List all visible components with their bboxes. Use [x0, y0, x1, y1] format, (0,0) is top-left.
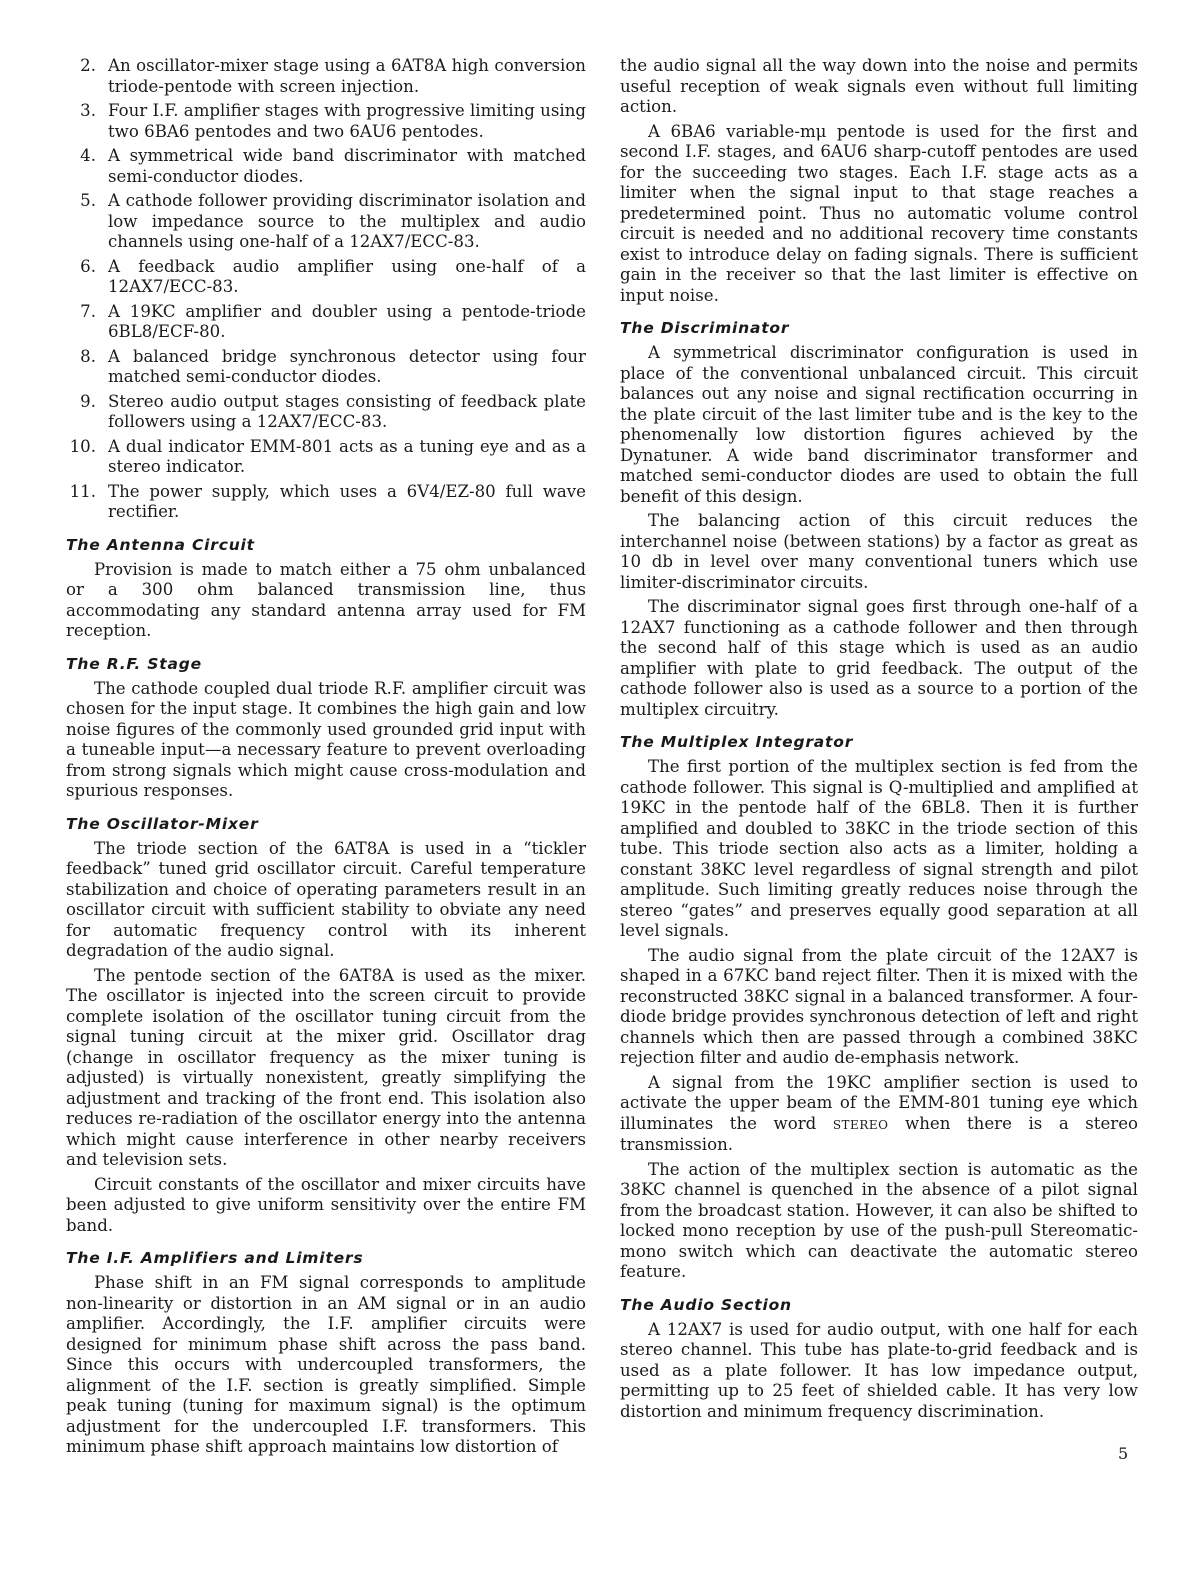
- list-text: Four I.F. amplifier stages with progressive limiting using two 6BA6 pentodes and two 6AU6 pentodes.: [108, 101, 586, 141]
- if-paragraph: A 6BA6 variable-mμ pentode is used for the first and second I.F. stages, and 6AU6 sharp-cutoff pentodes are used for the succeeding two stages. Each I.F. stage acts as a limiter when the signal input to that stage reaches a predetermined point. Thus no automatic volume control circuit is needed and no additional recovery time constants exist to introduce delay on fading signals. There is sufficient gain in the receiver so that the last limiter is effective on input noise.: [620, 121, 1138, 305]
- antenna-paragraph: Provision is made to match either a 75 ohm unbalanced or a 300 ohm balanced transmission line, thus accommodating any standard antenna array used for FM reception.: [66, 559, 586, 640]
- right-column: [620, 56, 1138, 1426]
- list-number: 3.: [80, 101, 96, 120]
- audio-paragraph: A 12AX7 is used for audio output, with one half for each stereo channel. This tube has plate-to-grid feedback and is used as a plate follower. It has low impedance output, permitting up to 25 feet of shielded cable. It has very low distortion and minimum frequency discrimination.: [620, 1319, 1138, 1421]
- stereo-word: STEREO: [832, 1117, 889, 1132]
- list-item: [66, 392, 586, 433]
- audio-heading: The Audio Section: [620, 1295, 792, 1314]
- list-text: A cathode follower providing discriminator isolation and low impedance source to the multiplex and audio channels using one-half of a 12AX7/ECC-83.: [108, 191, 586, 251]
- multiplex-text: A signal from the 19KC amplifier section is used to activate the upper beam of the EMM-801 tuning eye which illuminates the word: [620, 1072, 1138, 1133]
- if-paragraph-continued: the audio signal all the way down into the noise and permits useful reception of weak signals even without full limiting action.: [620, 56, 1138, 116]
- multiplex-paragraph: [620, 1073, 1138, 1156]
- list-number: 5.: [80, 191, 96, 210]
- oscillator-heading: The Oscillator-Mixer: [66, 814, 259, 833]
- discriminator-paragraph: A symmetrical discriminator configuration is used in place of the conventional unbalanced circuit. This circuit balances out any noise and signal rectification occurring in the plate circuit of the last limiter tube and is the key to the phenomenally low distortion figures achieved by the Dynatuner. A wide band discriminator transformer and matched semi-conductor diodes are used to obtain the full benefit of this design.: [620, 343, 1138, 506]
- if-heading: The I.F. Amplifiers and Limiters: [66, 1249, 364, 1267]
- list-text: A balanced bridge synchronous detector using four matched semi-conductor diodes.: [108, 346, 586, 386]
- list-number: 7.: [80, 301, 96, 321]
- list-text: The power supply, which uses a 6V4/EZ-80 full wave rectifier.: [108, 481, 586, 521]
- discriminator-paragraph: The balancing action of this circuit reduces the interchannel noise (between stations) by a factor as great as 10 db in level over many conventional tuners which use limiter-discriminator circuits.: [620, 511, 1138, 592]
- left-column: [66, 56, 586, 1462]
- list-number: 6.: [80, 256, 96, 276]
- list-item: [66, 101, 586, 142]
- multiplex-text: when there is a stereo transmission.: [620, 1113, 1139, 1154]
- list-number: 11.: [69, 481, 96, 501]
- list-text: A symmetrical wide band discriminator with matched semi-conductor diodes.: [108, 146, 586, 186]
- list-number: 10.: [69, 436, 96, 456]
- list-item: [66, 257, 586, 298]
- list-text: A feedback audio amplifier using one-half of a 12AX7/ECC-83.: [108, 256, 586, 296]
- multiplex-paragraph: The first portion of the multiplex section is fed from the cathode follower. This signal is Q-multiplied and amplified at 19KC in the pentode half of the 6BL8. Then it is further amplified and doubled to 38KC in the triode section of this tube. This triode section also acts as a limiter, holding a constant 38KC level regardless of signal strength and pilot amplitude. Such limiting greatly reduces noise through the stereo “gates” and preserves equally good separation at all level signals.: [620, 757, 1138, 940]
- list-number: 9.: [80, 391, 96, 411]
- list-number: 2.: [80, 56, 96, 75]
- component-list: [66, 56, 586, 523]
- page-number: 5: [1118, 1444, 1129, 1463]
- list-item: [66, 482, 586, 523]
- discriminator-heading: The Discriminator: [620, 319, 790, 337]
- list-text: A dual indicator EMM-801 acts as a tuning eye and as a stereo indicator.: [108, 436, 586, 476]
- multiplex-paragraph: The audio signal from the plate circuit of the 12AX7 is shaped in a 67KC band reject filter. Then it is mixed with the reconstructed 38KC signal in a balanced transformer. A four-diode bridge provides synchronous detection of left and right channels which then are passed through a combined 38KC rejection filter and audio de-emphasis network.: [620, 945, 1138, 1067]
- rf-paragraph: The cathode coupled dual triode R.F. amplifier circuit was chosen for the input stage. It combines the high gain and low noise figures of the commonly used grounded grid input with a tuneable input—a necessary feature to prevent overloading from strong signals which might cause cross-modulation and spurious responses.: [66, 678, 586, 800]
- oscillator-paragraph: The triode section of the 6AT8A is used in a “tickler feedback” tuned grid oscillator circuit. Careful temperature stabilization and choice of operating parameters result in an oscillator circuit with sufficient stability to obviate any need for automatic frequency control with its inherent degradation of the audio signal.: [66, 838, 586, 960]
- multiplex-heading: The Multiplex Integrator: [620, 733, 854, 751]
- list-text: An oscillator-mixer stage using a 6AT8A high conversion triode-pentode with screen injection.: [108, 56, 586, 96]
- list-item: [66, 146, 586, 187]
- list-text: Stereo audio output stages consisting of feedback plate followers using a 12AX7/ECC-83.: [108, 391, 586, 431]
- list-number: 4.: [80, 146, 96, 165]
- antenna-heading: The Antenna Circuit: [66, 535, 255, 554]
- discriminator-paragraph: The discriminator signal goes first through one-half of a 12AX7 functioning as a cathode follower and then through the second half of this stage which is used as an audio amplifier with plate to grid feedback. The output of the cathode follower also is used as a source to a portion of the multiplex circuitry.: [620, 597, 1138, 719]
- list-number: 8.: [80, 346, 96, 366]
- oscillator-paragraph: Circuit constants of the oscillator and mixer circuits have been adjusted to give uniform sensitivity over the entire FM band.: [66, 1174, 586, 1235]
- list-item: [66, 347, 586, 388]
- if-paragraph: Phase shift in an FM signal corresponds to amplitude non-linearity or distortion in an AM signal or in an audio amplifier. Accordingly, the I.F. amplifier circuits were designed for minimum phase shift across the pass band. Since this occurs with undercoupled transformers, the alignment of the I.F. section is greatly simplified. Simple peak tuning (tuning for maximum signal) is the optimum adjustment for the undercoupled I.F. transformers. This minimum phase shift approach maintains low distortion of: [66, 1273, 586, 1456]
- list-item: [66, 302, 586, 343]
- list-item: [66, 56, 586, 97]
- list-text: A 19KC amplifier and doubler using a pentode-triode 6BL8/ECF-80.: [108, 301, 586, 341]
- rf-heading: The R.F. Stage: [66, 654, 202, 673]
- multiplex-paragraph: The action of the multiplex section is automatic as the 38KC channel is quenched in the absence of a pilot signal from the broadcast station. However, it can also be shifted to locked mono reception by use of the push-pull Stereomatic-mono switch which can deactivate the automatic stereo feature.: [620, 1159, 1138, 1281]
- list-item: [66, 437, 586, 478]
- list-item: [66, 191, 586, 253]
- oscillator-paragraph: The pentode section of the 6AT8A is used as the mixer. The oscillator is injected into the screen circuit to provide complete isolation of the oscillator tuning circuit from the signal tuning circuit at the mixer grid. Oscillator drag (change in oscillator frequency as the mixer tuning is adjusted) is virtually nonexistent, greatly simplifying the adjustment and tracking of the front end. This isolation also reduces re-radiation of the oscillator energy into the antenna which might cause interference in other nearby receivers and television sets.: [66, 965, 586, 1169]
